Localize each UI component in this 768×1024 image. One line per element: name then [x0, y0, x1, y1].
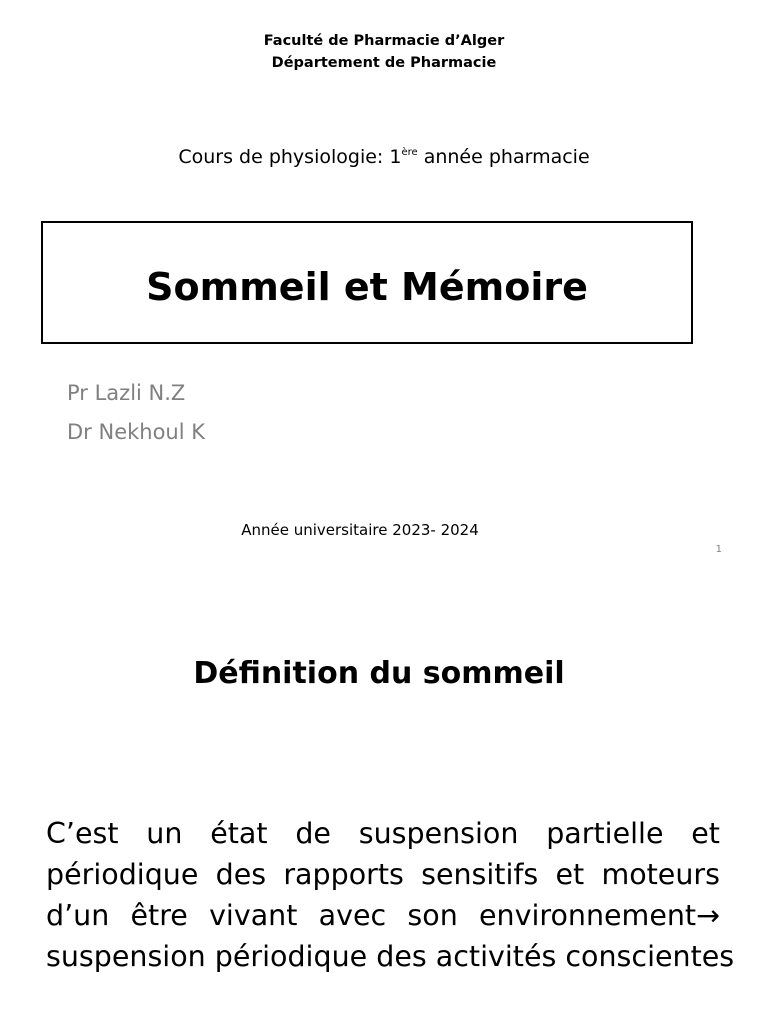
section-heading: Définition du sommeil: [193, 656, 565, 691]
definition-line: [46, 895, 720, 936]
course-line: [0, 146, 768, 168]
definition-line: [46, 936, 735, 977]
institution-header: [0, 30, 768, 74]
definition-line: [46, 813, 720, 854]
page-title: Sommeil et Mémoire: [146, 265, 588, 309]
definition-word: être: [130, 899, 188, 932]
definition-word: sensitifs: [421, 858, 539, 891]
definition-word: des: [215, 858, 267, 891]
definition-word: un: [146, 817, 183, 850]
definition-word: partielle: [546, 817, 664, 850]
definition-line: [46, 854, 720, 895]
title-box: [41, 221, 693, 344]
definition-word: C’est: [46, 817, 119, 850]
definition-word: de: [295, 817, 331, 850]
faculty-name: Faculté de Pharmacie d’Alger: [263, 33, 505, 49]
author-1: Pr Lazli N.Z: [67, 381, 186, 405]
definition-word: rapports: [283, 858, 404, 891]
definition-word: vivant: [209, 899, 298, 932]
definition-paragraph: [46, 813, 735, 977]
definition-word: état: [210, 817, 268, 850]
definition-word: d’un: [46, 899, 110, 932]
department-name: Département de Pharmacie: [271, 55, 497, 71]
definition-word: moteurs: [601, 858, 720, 891]
definition-word: périodique: [46, 858, 199, 891]
definition-word: environnement→: [478, 899, 720, 932]
course-superscript: ère: [401, 147, 418, 158]
page-number: 1: [715, 544, 722, 555]
course-suffix: année pharmacie: [417, 146, 590, 168]
definition-word: suspension périodique des activités conscientes: [46, 940, 735, 973]
author-2: Dr Nekhoul K: [67, 420, 206, 444]
authors-list: [67, 374, 205, 452]
definition-word: et: [555, 858, 585, 891]
definition-word: son: [407, 899, 458, 932]
academic-year: Année universitaire 2023- 2024: [241, 521, 479, 539]
definition-word: suspension: [358, 817, 519, 850]
definition-word: et: [691, 817, 720, 850]
course-prefix: Cours de physiologie: 1: [178, 146, 402, 168]
definition-word: avec: [318, 899, 387, 932]
